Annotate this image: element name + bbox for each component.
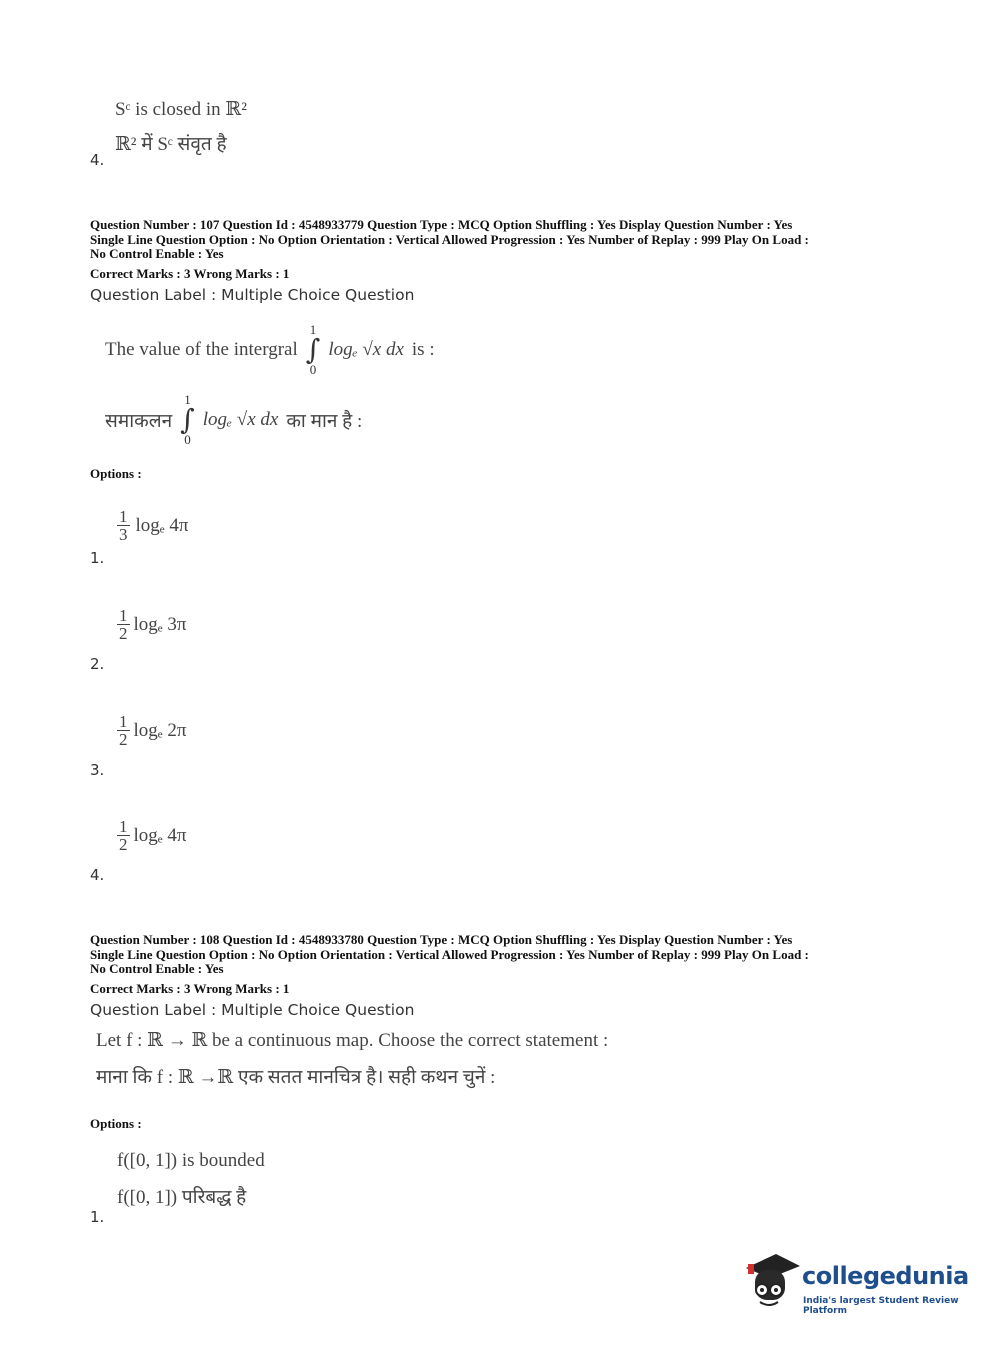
prev-option4-number: 4. bbox=[90, 151, 105, 169]
collegedunia-logo bbox=[742, 1250, 967, 1320]
q108-text-en: Let f : ℝ → ℝ be a continuous map. Choose the correct statement : bbox=[96, 1030, 609, 1051]
q107-option2-number: 2. bbox=[90, 655, 105, 673]
q107-text-en-suffix: is : bbox=[411, 339, 435, 360]
q107-option3-number: 3. bbox=[90, 761, 105, 779]
q107-option2[interactable] bbox=[117, 607, 187, 642]
fraction-numerator: 1 bbox=[119, 507, 128, 526]
mascot-icon bbox=[742, 1250, 802, 1312]
prev-option4-line1: Sᶜ is closed in ℝ² bbox=[115, 99, 247, 120]
q107-option1-number: 1. bbox=[90, 549, 105, 567]
option-expression: logₑ 2π bbox=[133, 719, 187, 741]
q107-text-hi bbox=[105, 392, 362, 448]
q108-option1-line2: f([0, 1]) परिबद्ध है bbox=[117, 1187, 247, 1208]
logo-name: collegedunia bbox=[802, 1262, 969, 1290]
q108-options-heading: Options : bbox=[90, 1116, 142, 1131]
q108-meta-line1: Question Number : 108 Question Id : 4548933780 Question Type : MCQ Option Shuffling : Yes Display Question Number : Yes bbox=[90, 932, 793, 947]
q107-meta-line1: Question Number : 107 Question Id : 4548933779 Question Type : MCQ Option Shuffling : Yes Display Question Number : Yes bbox=[90, 217, 793, 232]
q107-option1[interactable] bbox=[117, 508, 189, 543]
q107-text-en-prefix: The value of the intergral bbox=[105, 339, 298, 360]
q108-meta-line2: Single Line Question Option : No Option Orientation : Vertical Allowed Progression : Yes Number of Replay : 999 Play On Load : bbox=[90, 946, 809, 962]
q107-integral-sign bbox=[306, 322, 321, 378]
q107-meta bbox=[90, 218, 950, 262]
fraction bbox=[117, 818, 130, 853]
fraction bbox=[117, 713, 130, 748]
q107-integral-sign-hi bbox=[180, 392, 195, 448]
logo-tagline: India's largest Student Review Platform bbox=[803, 1296, 959, 1316]
q107-text-en bbox=[105, 322, 435, 378]
fraction-denominator: 2 bbox=[119, 730, 128, 749]
fraction-denominator: 2 bbox=[119, 624, 128, 643]
integral-icon: ∫ bbox=[180, 403, 195, 436]
fraction-numerator: 1 bbox=[119, 712, 128, 731]
option-expression: logₑ 4π bbox=[133, 824, 187, 846]
q107-text-hi-suffix: का मान है : bbox=[286, 411, 363, 432]
q107-meta-line3: No Control Enable : Yes bbox=[90, 246, 224, 261]
integral-lower-limit: 0 bbox=[309, 362, 317, 377]
q107-option4[interactable] bbox=[117, 818, 187, 853]
q107-option3[interactable] bbox=[117, 713, 187, 748]
fraction-denominator: 3 bbox=[119, 525, 128, 544]
fraction-denominator: 2 bbox=[119, 835, 128, 854]
integral-icon: ∫ bbox=[305, 333, 321, 366]
q108-marks: Correct Marks : 3 Wrong Marks : 1 bbox=[90, 981, 290, 996]
fraction-numerator: 1 bbox=[119, 606, 128, 625]
integral-upper-limit: 1 bbox=[184, 392, 191, 407]
q107-integrand-hi: logₑ √x dx bbox=[202, 409, 279, 430]
q107-options-heading: Options : bbox=[90, 466, 142, 481]
integral-lower-limit: 0 bbox=[184, 432, 191, 447]
integral-upper-limit: 1 bbox=[309, 322, 317, 337]
q107-text-hi-prefix: समाकलन bbox=[105, 411, 173, 432]
q107-question-label: Question Label : Multiple Choice Question bbox=[90, 286, 415, 304]
q107-marks: Correct Marks : 3 Wrong Marks : 1 bbox=[90, 266, 290, 281]
q108-meta-line3: No Control Enable : Yes bbox=[90, 961, 224, 976]
option-expression: logₑ 4π bbox=[135, 514, 189, 536]
fraction bbox=[117, 607, 130, 642]
fraction bbox=[117, 508, 130, 543]
prev-option4-line2: ℝ² में Sᶜ संवृत है bbox=[115, 134, 227, 155]
q108-meta bbox=[90, 933, 950, 977]
q108-option1-number: 1. bbox=[90, 1208, 105, 1226]
q107-meta-line2: Single Line Question Option : No Option Orientation : Vertical Allowed Progression : Yes Number of Replay : 999 Play On Load : bbox=[90, 231, 809, 247]
q108-question-label: Question Label : Multiple Choice Question bbox=[90, 1001, 415, 1019]
fraction-numerator: 1 bbox=[119, 817, 128, 836]
q108-text-hi: माना कि f : ℝ →ℝ एक सतत मानचित्र है। सही कथन चुनें : bbox=[96, 1067, 496, 1088]
option-expression: logₑ 3π bbox=[133, 613, 187, 635]
q107-option4-number: 4. bbox=[90, 866, 105, 884]
q107-integrand: logₑ √x dx bbox=[328, 339, 404, 360]
q108-option1-line1[interactable]: f([0, 1]) is bounded bbox=[117, 1150, 265, 1171]
